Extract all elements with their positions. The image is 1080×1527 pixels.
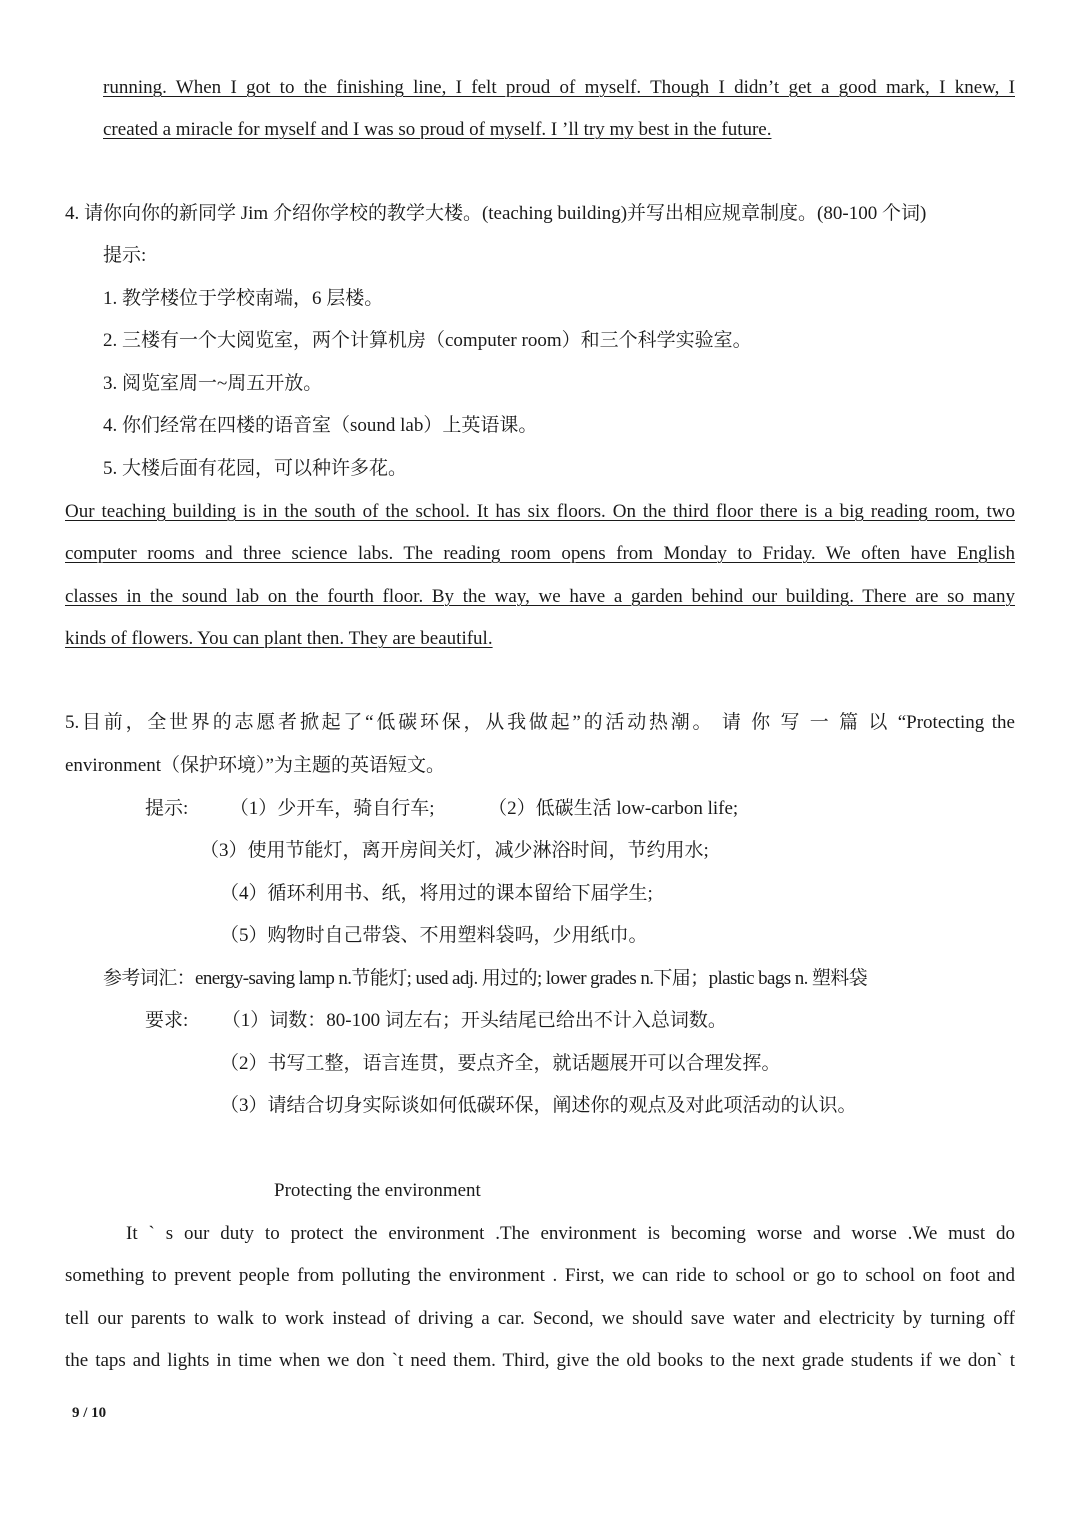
page-number: 9 / 10 (72, 1405, 107, 1421)
q5-prompt-line-2: environment（保护环境）”为主题的英语短文。 (65, 755, 445, 776)
essay-line-4: the taps and lights in time when we don `t need them. Third, give the old books to the next grade students if we don` t (65, 1350, 1015, 1371)
q4-answer-line-3: classes in the sound lab on the fourth floor. By the way, we have a garden behind our building. There are so many (65, 586, 1015, 607)
q5-vocab: 参考词汇：energy-saving lamp n.节能灯; used adj. 用过的; lower grades n.下届；plastic bags n. 塑料袋 (103, 968, 868, 989)
prev-answer-line-2: created a miracle for myself and I was so proud of myself. I ’ll try my best in the future. (103, 119, 772, 140)
q4-hint-label: 提示: (103, 245, 147, 266)
q4-answer-line-2: computer rooms and three science labs. The reading room opens from Monday to Friday. We often have English (65, 543, 1015, 564)
q5-hint-row-1 (145, 797, 738, 821)
q5-hint-2: （2）低碳生活 low-carbon life; (488, 798, 739, 819)
q5-hint-3: （3）使用节能灯，离开房间关灯，减少淋浴时间，节约用水; (200, 840, 709, 861)
q4-hint-2: 2. 三楼有一个大阅览室，两个计算机房（computer room）和三个科学实验室。 (103, 330, 752, 351)
q5-req-label: 要求: (145, 1010, 189, 1031)
q5-hint-label: 提示: (145, 798, 189, 819)
q4-answer-line-1: Our teaching building is in the south of the school. It has six floors. On the third floor there is a big reading room, two (65, 501, 1015, 522)
essay-title: Protecting the environment (274, 1180, 481, 1201)
q4-hint-3: 3. 阅览室周一~周五开放。 (103, 373, 323, 394)
q5-req-2: （2）书写工整，语言连贯，要点齐全，就话题展开可以合理发挥。 (220, 1053, 781, 1074)
q4-answer-line-4: kinds of flowers. You can plant then. They are beautiful. (65, 628, 493, 649)
q5-req-3: （3）请结合切身实际谈如何低碳环保，阐述你的观点及对此项活动的认识。 (220, 1095, 857, 1116)
q4-hint-4: 4. 你们经常在四楼的语音室（sound lab）上英语课。 (103, 415, 538, 436)
essay-line-3: tell our parents to walk to work instead of driving a car. Second, we should save water and electricity by turning off (65, 1308, 1015, 1329)
q5-hint-5: （5）购物时自己带袋、不用塑料袋吗，少用纸巾。 (220, 925, 648, 946)
prev-answer-line-1: running. When I got to the finishing line, I felt proud of myself. Though I didn’t get a good mark, I knew, I (103, 77, 1015, 98)
q5-req-1: （1）词数：80-100 词左右；开头结尾已给出不计入总词数。 (221, 1010, 727, 1031)
q4-prompt: 4. 请你向你的新同学 Jim 介绍你学校的教学大楼。(teaching building)并写出相应规章制度。(80-100 个词) (65, 203, 927, 224)
q5-req-row-1 (145, 1009, 727, 1033)
q4-hint-5: 5. 大楼后面有花园，可以种许多花。 (103, 458, 408, 479)
q5-prompt-line-1: 5.目前，全世界的志愿者掀起了“低碳环保，从我做起”的活动热潮。 请 你 写 一 篇 以 “Protecting the (65, 712, 1015, 733)
essay-line-1: It ` s our duty to protect the environment .The environment is becoming worse and worse .We must do (126, 1223, 1015, 1244)
q5-hint-4: （4）循环利用书、纸，将用过的课本留给下届学生; (220, 883, 653, 904)
essay-line-2: something to prevent people from polluting the environment . First, we can ride to school or go to school on foot and (65, 1265, 1015, 1286)
q4-hint-1: 1. 教学楼位于学校南端，6 层楼。 (103, 288, 384, 309)
q5-hint-1: （1）少开车，骑自行车; (229, 798, 435, 819)
